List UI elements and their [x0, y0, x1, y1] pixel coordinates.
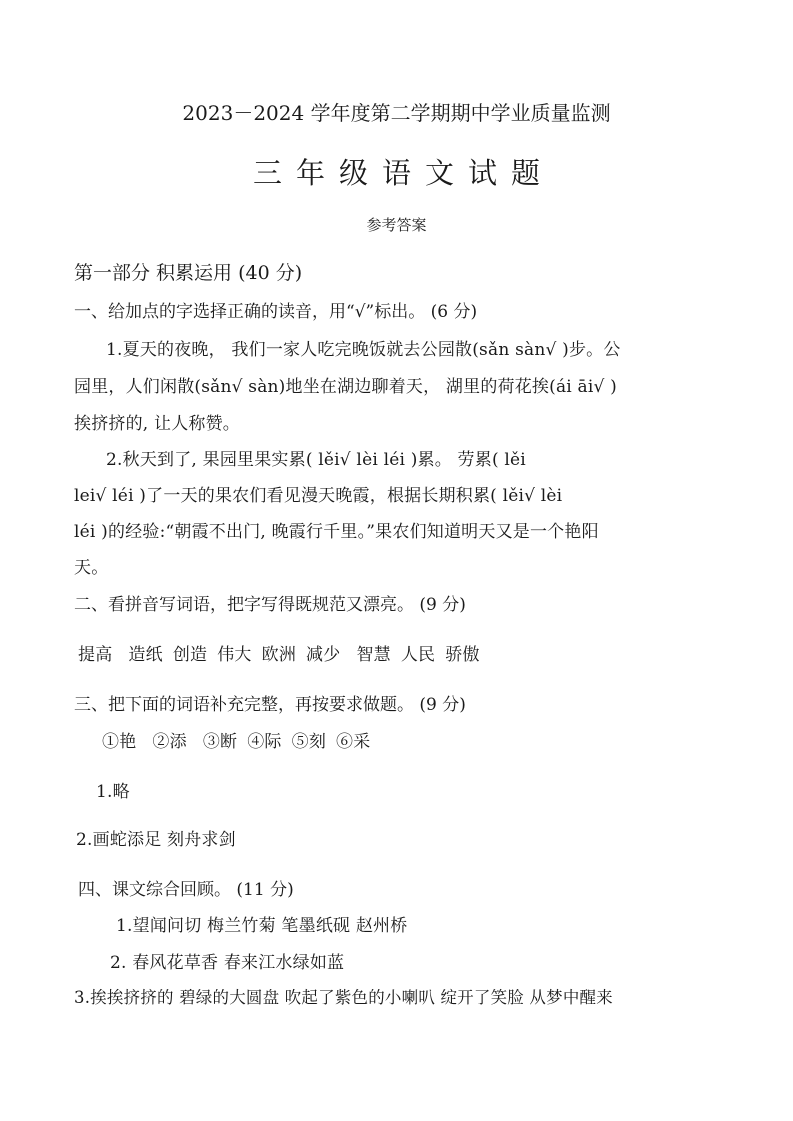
list-item: 创造	[172, 645, 208, 665]
list-item: ⑤刻	[291, 732, 327, 752]
section-one-q2-line2: lei√ léi )了一天的果农们看见漫天晚霞，根据长期积累( lěi√ lèi	[74, 486, 563, 506]
list-item: 智慧	[356, 645, 391, 665]
section-two-answers	[78, 644, 490, 666]
answer-key-subtitle: 参考答案	[366, 216, 427, 234]
section-four-q1: 1.望闻问切 梅兰竹菊 笔墨纸砚 赵州桥	[116, 916, 408, 936]
section-three-heading: 三、把下面的词语补充完整，再按要求做题。 (9 分)	[74, 695, 466, 715]
exam-header-title: 2023－2024 学年度第二学期期中学业质量监测	[182, 101, 611, 125]
list-item: 减少	[306, 645, 341, 665]
list-item: 欧洲	[261, 645, 297, 665]
section-two-heading: 二、看拼音写词语，把字写得既规范又漂亮。 (9 分)	[74, 595, 466, 615]
list-item: 骄傲	[445, 645, 480, 665]
section-three-q1: 1.略	[96, 782, 130, 802]
section-one-heading: 一、给加点的字选择正确的读音，用“√”标出。 (6 分)	[74, 302, 478, 322]
section-four-heading: 四、课文综合回顾。 (11 分)	[78, 880, 294, 900]
list-item: 人民	[400, 645, 436, 665]
section-one-q1-line3: 挨挤挤的, 让人称赞。	[74, 414, 241, 434]
section-three-q2: 2.画蛇添足 刻舟求剑	[76, 830, 236, 850]
list-item: 造纸	[128, 645, 163, 665]
section-one-q2-line4: 天。	[74, 558, 109, 578]
list-item: 伟大	[217, 645, 252, 665]
list-item: ②添	[152, 732, 187, 752]
section-one-q1-line1: 1.夏天的夜晚， 我们一家人吃完晚饭就去公园散(sǎn sàn√ )步。公	[106, 340, 621, 360]
list-item: ①艳	[102, 732, 137, 752]
list-item: 提高	[78, 645, 113, 665]
section-three-fill-answers	[102, 731, 380, 753]
section-one-q2-line1: 2.秋天到了, 果园里果实累( lěi√ lèi léi )累。 劳累( lěi	[106, 450, 526, 470]
section-one-q1-line2: 园里，人们闲散(sǎn√ sàn)地坐在湖边聊着天， 湖里的荷花挨(ái āi√ )	[74, 377, 617, 397]
list-item: ⑥采	[336, 732, 371, 752]
section-four-q2: 2. 春风花草香 春来江水绿如蓝	[110, 953, 345, 973]
list-item: ③断	[202, 732, 238, 752]
section-one-q2-line3: léi )的经验:“朝霞不出门, 晚霞行千里。”果农们知道明天又是一个艳阳	[74, 522, 599, 542]
part-one-heading: 第一部分 积累运用 (40 分)	[74, 262, 303, 284]
exam-main-title: 三年级语文试题	[252, 156, 554, 190]
list-item: ④际	[247, 732, 282, 752]
section-four-q3: 3.挨挨挤挤的 碧绿的大圆盘 吹起了紫色的小喇叭 绽开了笑脸 从梦中醒来	[74, 988, 613, 1007]
